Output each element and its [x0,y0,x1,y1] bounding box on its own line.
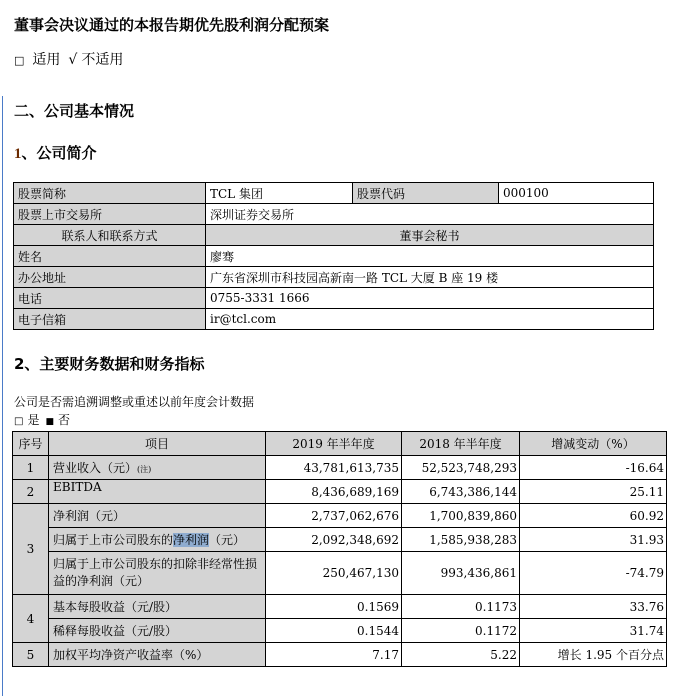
restate-answer [14,411,70,428]
row-2019: 8,436,689,169 [266,480,402,504]
header-2018: 2018 年半年度 [402,432,520,456]
row-seq: 1 [13,456,49,480]
table-row [13,595,667,619]
row-item: 基本每股收益（元/股） [49,595,266,619]
row-2019: 250,467,130 [266,552,402,595]
table-header-row [13,432,667,456]
table-row [13,504,667,528]
header-change: 增减变动（%） [520,432,667,456]
row-item: 归属于上市公司股东的扣除非经常性损益的净利润（元） [49,552,266,595]
row-2018: 993,436,861 [402,552,520,595]
email-value: ir@tcl.com [206,309,654,330]
table-row [14,288,654,309]
company-profile-table [13,182,654,330]
row-change: 60.92 [520,504,667,528]
row-2018: 0.1173 [402,595,520,619]
name-label: 姓名 [14,246,206,267]
table-row [13,552,667,595]
address-label: 办公地址 [14,267,206,288]
stock-code-label: 股票代码 [353,183,499,204]
row-2019: 43,781,613,735 [266,456,402,480]
note-marker: (注) [137,465,152,474]
exchange-value: 深圳证券交易所 [206,204,654,225]
table-row [13,528,667,552]
row-2019: 0.1544 [266,619,402,643]
name-value: 廖骞 [206,246,654,267]
unchecked-box-icon: □ [14,416,24,427]
row-2018: 0.1172 [402,619,520,643]
contact-header: 联系人和联系方式 [14,225,206,246]
row-change: 33.76 [520,595,667,619]
table-row [14,309,654,330]
row-seq: 5 [13,643,49,667]
option-applicable: 适用 [32,52,61,68]
preferred-dividend-title: 董事会决议通过的本报告期优先股利润分配预案 [14,16,330,34]
table-row [14,225,654,246]
selected-text[interactable]: 净利润 [173,533,210,547]
stock-code-value: 000100 [499,183,654,204]
row-seq: 3 [13,504,49,595]
header-item: 项目 [49,432,266,456]
heading-number: 1 [14,146,22,162]
financials-heading: 2、主要财务数据和财务指标 [14,355,205,373]
row-change: -74.79 [520,552,667,595]
option-not-applicable: 不适用 [81,52,124,68]
exchange-label: 股票上市交易所 [14,204,206,225]
heading-text: 、公司简介 [21,144,97,162]
phone-label: 电话 [14,288,206,309]
row-item: 营业收入（元）(注) [49,456,266,480]
applicability-line [14,49,123,69]
table-row [13,456,667,480]
restate-no: 否 [57,413,70,427]
row-seq: 4 [13,595,49,643]
row-2018: 6,743,386,144 [402,480,520,504]
company-profile-heading [14,142,97,163]
table-row [14,183,654,204]
table-row [14,267,654,288]
secretary-header: 董事会秘书 [206,225,654,246]
restate-yes: 是 [27,413,40,427]
row-change: -16.64 [520,456,667,480]
row-item: EBITDA [49,480,266,504]
row-2019: 0.1569 [266,595,402,619]
row-seq: 2 [13,480,49,504]
row-2018: 52,523,748,293 [402,456,520,480]
stock-abbr-value: TCL 集团 [206,183,353,204]
row-item: 归属于上市公司股东的净利润（元） [49,528,266,552]
row-2019: 2,092,348,692 [266,528,402,552]
restate-question: 公司是否需追溯调整或重述以前年度会计数据 [14,395,255,409]
unchecked-box-icon: □ [14,54,25,67]
row-2019: 2,737,062,676 [266,504,402,528]
table-row [13,480,667,504]
filled-box-icon: ■ [45,417,54,427]
row-2018: 1,700,839,860 [402,504,520,528]
header-2019: 2019 年半年度 [266,432,402,456]
row-change: 31.74 [520,619,667,643]
row-item: 净利润（元） [49,504,266,528]
table-row [14,204,654,225]
check-mark-icon: √ [68,52,78,68]
row-2019: 7.17 [266,643,402,667]
financial-indicators-table [12,431,667,667]
address-value: 广东省深圳市科技园高新南一路 TCL 大厦 B 座 19 楼 [206,267,654,288]
phone-value: 0755-3331 1666 [206,288,654,309]
row-item: 稀释每股收益（元/股） [49,619,266,643]
stock-abbr-label: 股票简称 [14,183,206,204]
row-item: 加权平均净资产收益率（%） [49,643,266,667]
row-change: 25.11 [520,480,667,504]
table-row [14,246,654,267]
page-left-border [2,96,3,696]
row-2018: 1,585,938,283 [402,528,520,552]
table-row [13,619,667,643]
row-change: 31.93 [520,528,667,552]
header-seq: 序号 [13,432,49,456]
table-row [13,643,667,667]
row-2018: 5.22 [402,643,520,667]
email-label: 电子信箱 [14,309,206,330]
section-title: 二、公司基本情况 [14,102,135,120]
row-change: 增长 1.95 个百分点 [520,643,667,667]
